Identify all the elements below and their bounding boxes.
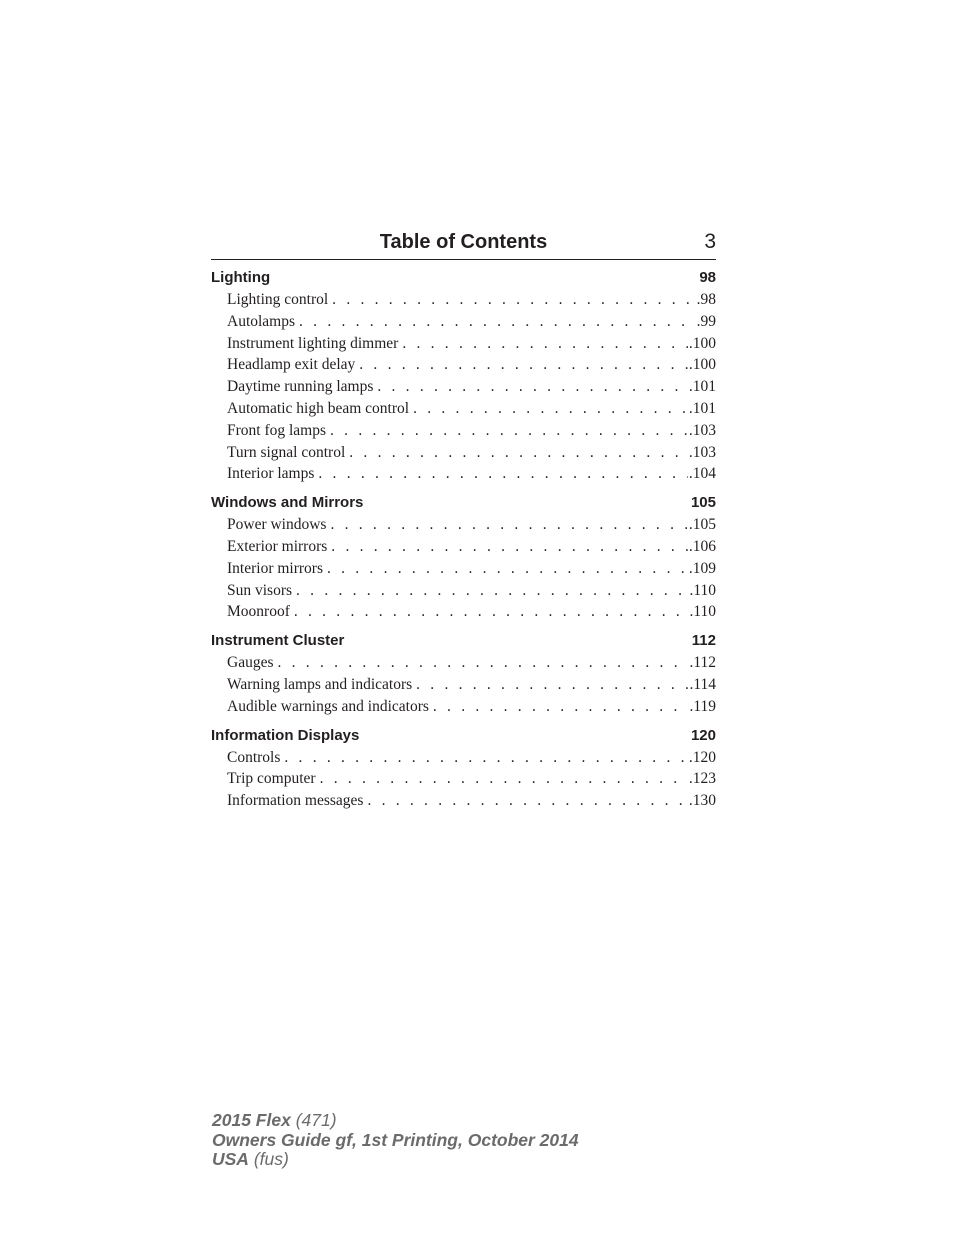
- toc-entry[interactable]: [211, 442, 716, 464]
- section-heading[interactable]: [211, 725, 716, 747]
- entry-page: .106: [688, 537, 716, 555]
- entry-page: .123: [688, 770, 716, 788]
- section-page: 112: [691, 632, 716, 650]
- toc-entry[interactable]: [211, 398, 716, 420]
- dot-leader: [296, 580, 688, 602]
- section-title: Instrument Cluster: [211, 632, 345, 650]
- entry-label: Power windows: [227, 516, 327, 534]
- dot-leader: [318, 463, 687, 485]
- toc-section-information-displays: [211, 725, 716, 812]
- entry-label: Headlamp exit delay: [227, 356, 356, 374]
- entry-page: .104: [688, 465, 716, 483]
- toc-entry[interactable]: [211, 354, 716, 376]
- entry-page: .110: [689, 603, 716, 621]
- entry-label: Autolamps: [227, 312, 296, 330]
- dot-leader: [332, 289, 695, 311]
- section-heading[interactable]: [211, 630, 716, 652]
- toc-section-windows-and-mirrors: [211, 492, 716, 623]
- entry-page: .99: [696, 312, 716, 330]
- dot-leader: [299, 311, 696, 333]
- entry-page: .98: [696, 291, 716, 308]
- toc-entry[interactable]: [211, 558, 716, 580]
- footer-line-guide: [212, 1131, 579, 1151]
- footer-line-vehicle: [212, 1111, 579, 1131]
- dot-leader: [320, 768, 688, 790]
- entry-label: Instrument lighting dimmer: [227, 334, 399, 352]
- section-heading[interactable]: [211, 267, 716, 289]
- toc-entry[interactable]: [211, 790, 716, 812]
- entry-label: Interior mirrors: [227, 559, 323, 577]
- toc-section-instrument-cluster: [211, 630, 716, 717]
- dot-leader: [349, 442, 688, 464]
- dot-leader: [294, 601, 689, 623]
- toc-entry[interactable]: [211, 333, 716, 355]
- toc-entry[interactable]: [211, 376, 716, 398]
- entry-page: .130: [688, 792, 716, 810]
- table-of-contents: [211, 230, 716, 812]
- entry-label: Exterior mirrors: [227, 537, 328, 555]
- entry-page: .100: [688, 356, 716, 374]
- entry-page: .105: [688, 516, 716, 534]
- entry-page: .103: [688, 421, 716, 439]
- dot-leader: [330, 514, 687, 536]
- entry-page: .110: [689, 581, 716, 599]
- entry-page: .109: [688, 559, 716, 577]
- toc-entry[interactable]: [211, 420, 716, 442]
- footer-market-code: (fus): [253, 1149, 289, 1169]
- entry-page: .100: [688, 334, 716, 352]
- toc-entry[interactable]: [211, 747, 716, 769]
- entry-label: Trip computer: [227, 770, 316, 788]
- entry-label: Turn signal control: [227, 443, 346, 461]
- toc-entry[interactable]: [211, 674, 716, 696]
- entry-label: Sun visors: [227, 581, 293, 599]
- dot-leader: [416, 674, 688, 696]
- toc-entry[interactable]: [211, 696, 716, 718]
- entry-label: Daytime running lamps: [227, 378, 374, 396]
- footer-vehicle: 2015 Flex: [212, 1110, 291, 1130]
- section-page: 120: [690, 726, 716, 744]
- dot-leader: [327, 558, 688, 580]
- dot-leader: [377, 376, 688, 398]
- entry-page: .101: [688, 378, 716, 396]
- toc-section-lighting: [211, 267, 716, 485]
- entry-label: Controls: [227, 748, 281, 766]
- dot-leader: [433, 696, 689, 718]
- toc-entry[interactable]: [211, 580, 716, 602]
- entry-label: Automatic high beam control: [227, 399, 410, 417]
- toc-header: [211, 230, 716, 260]
- entry-label: Audible warnings and indicators: [227, 697, 429, 715]
- toc-entry[interactable]: [211, 536, 716, 558]
- footer-line-market: [212, 1150, 579, 1170]
- dot-leader: [284, 747, 687, 769]
- toc-entry[interactable]: [211, 289, 716, 311]
- entry-page: .101: [688, 399, 716, 417]
- entry-label: Moonroof: [227, 603, 290, 621]
- page-number: 3: [704, 230, 716, 253]
- section-heading[interactable]: [211, 492, 716, 514]
- entry-label: Front fog lamps: [227, 421, 327, 439]
- dot-leader: [330, 420, 688, 442]
- section-title: Windows and Mirrors: [211, 494, 364, 512]
- page-title: Table of Contents: [379, 231, 548, 253]
- dot-leader: [359, 354, 688, 376]
- dot-leader: [413, 398, 688, 420]
- footer-vehicle-code: (471): [295, 1110, 337, 1130]
- entry-label: Interior lamps: [227, 465, 315, 483]
- section-page: 98: [699, 269, 716, 286]
- dot-leader: [331, 536, 688, 558]
- dot-leader: [367, 790, 687, 812]
- footer-market: USA: [212, 1149, 249, 1169]
- section-title: Lighting: [211, 269, 271, 286]
- entry-page: .120: [688, 748, 716, 766]
- toc-entry[interactable]: [211, 514, 716, 536]
- dot-leader: [278, 652, 689, 674]
- entry-page: .103: [688, 443, 716, 461]
- entry-page: .114: [689, 675, 716, 693]
- entry-label: Gauges: [227, 654, 274, 672]
- entry-label: Lighting control: [227, 291, 329, 308]
- entry-label: Information messages: [227, 792, 364, 810]
- toc-entry[interactable]: [211, 652, 716, 674]
- toc-entry[interactable]: [211, 311, 716, 333]
- section-title: Information Displays: [211, 726, 360, 744]
- entry-page: .119: [689, 697, 716, 715]
- dot-leader: [402, 333, 688, 355]
- toc-entry[interactable]: [211, 601, 716, 623]
- document-footer: [212, 1111, 579, 1170]
- entry-page: .112: [689, 654, 716, 672]
- toc-entry[interactable]: [211, 463, 716, 485]
- footer-guide: Owners Guide gf, 1st Printing, October 2014: [212, 1129, 579, 1150]
- entry-label: Warning lamps and indicators: [227, 675, 413, 693]
- section-page: 105: [690, 494, 716, 512]
- toc-entry[interactable]: [211, 768, 716, 790]
